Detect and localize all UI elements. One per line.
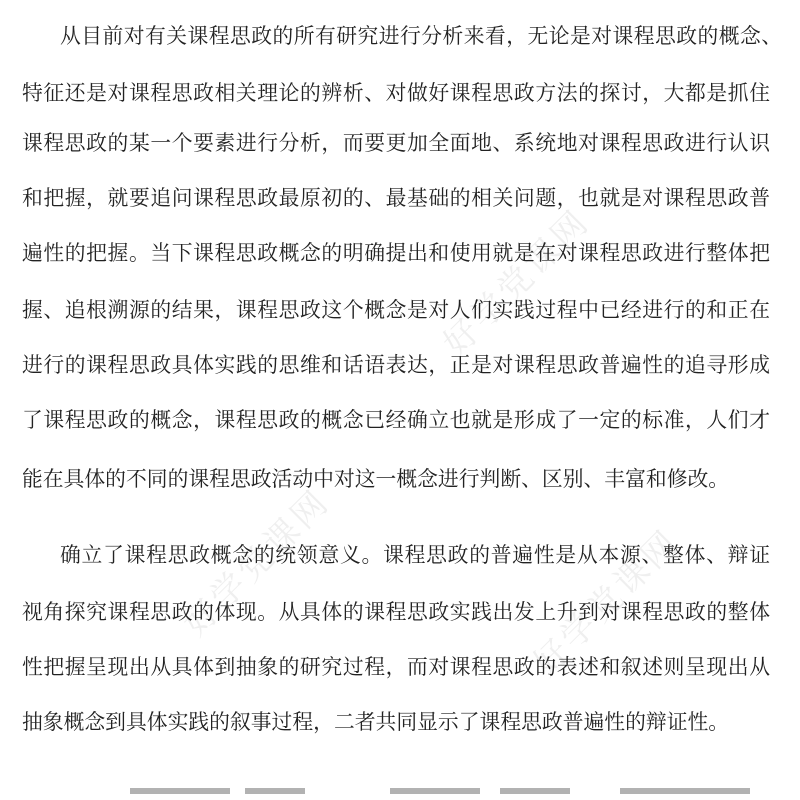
watermark: 好学党课网: [435, 201, 599, 364]
paragraph-1-line-9: 能在具体的不同的课程思政活动中对这一概念进行判断、区别、丰富和修改。: [22, 467, 730, 491]
paragraph-2-line-4: 抽象概念到具体实践的叙事过程，二者共同显示了课程思政普遍性的辩证性。: [22, 710, 730, 734]
paragraph-1-line-2: 特征还是对课程思政相关理论的辨析、对做好课程思政方法的探讨，大都是抓住: [22, 81, 770, 105]
paragraph-1-line-6: 握、追根溯源的结果，课程思政这个概念是对人们实践过程中已经进行的和正在: [22, 298, 770, 322]
truncated-next-line: [60, 782, 780, 800]
paragraph-1-line-4: 和把握，就要追问课程思政最原初的、最基础的相关问题，也就是对课程思政普: [22, 186, 770, 210]
paragraph-2-line-3: 性把握呈现出从具体到抽象的研究过程，而对课程思政的表述和叙述则呈现出从: [22, 655, 770, 679]
paragraph-2-line-2: 视角探究课程思政的体现。从具体的课程思政实践出发上升到对课程思政的整体: [22, 600, 770, 624]
paragraph-1-line-8: 了课程思政的概念，课程思政的概念已经确立也就是形成了一定的标准，人们才: [22, 408, 770, 432]
paragraph-2-line-1: 确立了课程思政概念的统领意义。课程思政的普遍性是从本源、整体、辩证: [60, 543, 770, 567]
paragraph-1-line-1: 从目前对有关课程思政的所有研究进行分析来看，无论是对课程思政的概念、: [60, 24, 782, 48]
paragraph-1-line-3: 课程思政的某一个要素进行分析，而要更加全面地、系统地对课程思政进行认识: [22, 131, 770, 155]
watermark: 好学党课网: [525, 521, 689, 684]
watermark: 好学党课网: [175, 481, 339, 644]
paragraph-1-line-7: 进行的课程思政具体实践的思维和话语表达，正是对课程思政普遍性的追寻形成: [22, 353, 770, 377]
paragraph-1-line-5: 遍性的把握。当下课程思政概念的明确提出和使用就是在对课程思政进行整体把: [22, 241, 770, 265]
